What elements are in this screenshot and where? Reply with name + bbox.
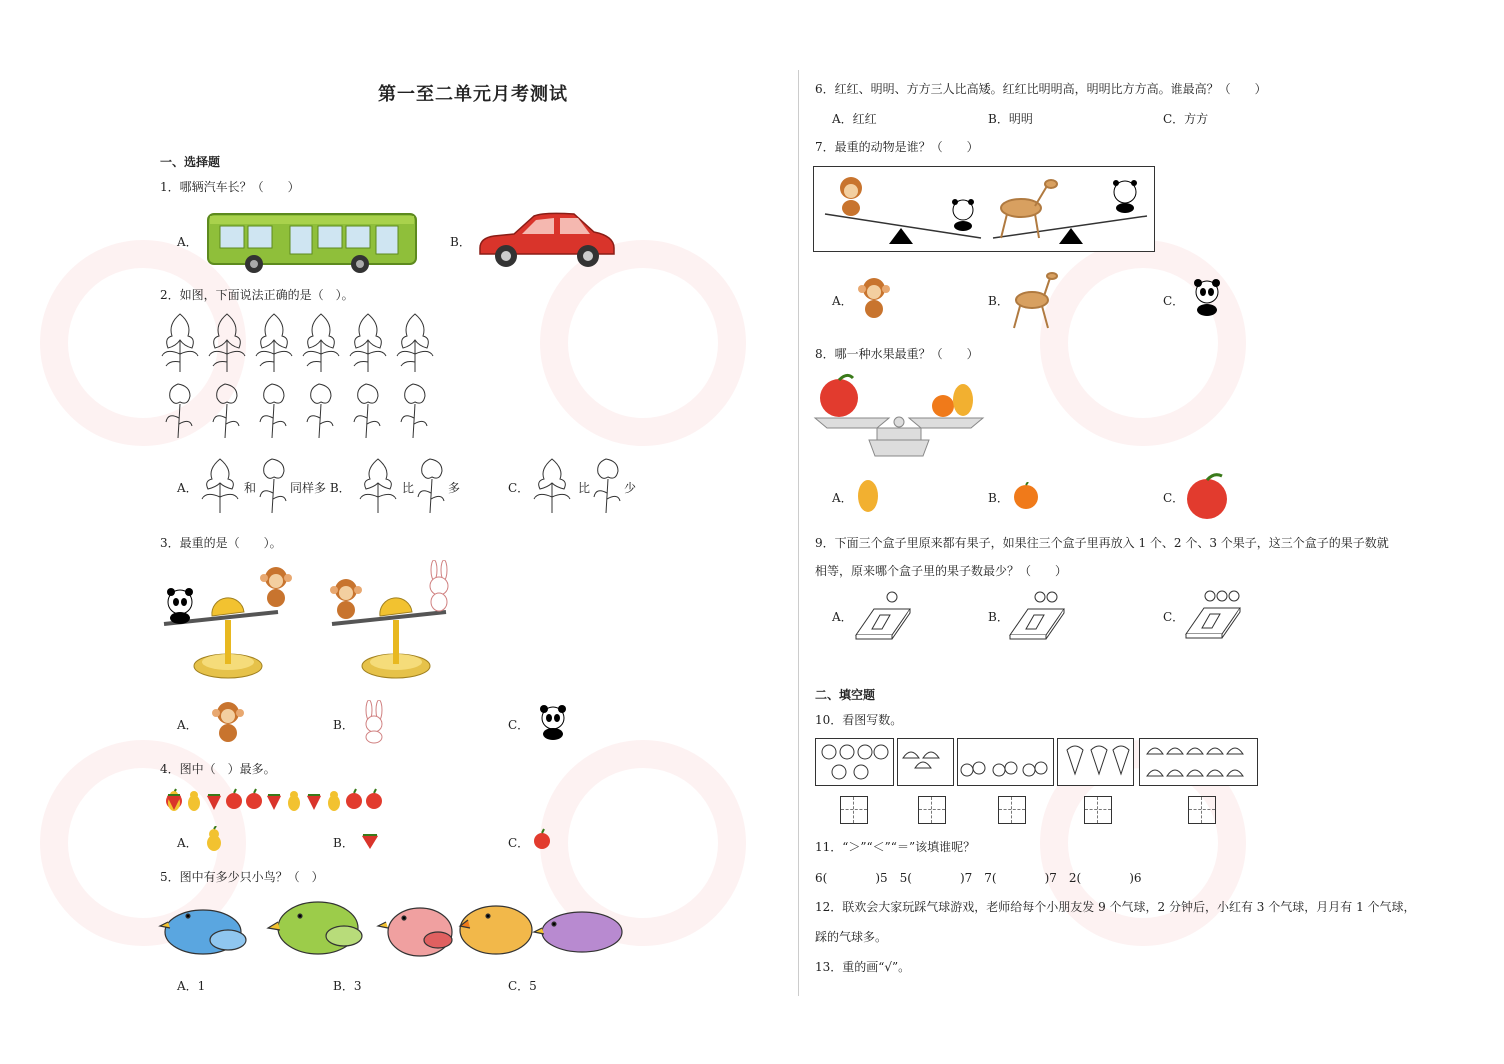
question-6: 6．红红、明明、方方三人比高矮。红红比明明高，明明比方方高。谁最高？（ ） xyxy=(815,82,1267,96)
mango-icon xyxy=(854,478,882,514)
question-2: 2．如图，下面说法正确的是（ ）。 xyxy=(160,288,354,302)
q2-c-flower1-icon xyxy=(532,455,572,515)
q7-option-c: C． xyxy=(1163,294,1185,308)
strawberry-icon xyxy=(360,830,380,850)
panda-icon xyxy=(536,704,570,740)
answer-grid-1[interactable] xyxy=(840,796,868,824)
car-image xyxy=(474,208,618,270)
bus-image xyxy=(206,210,418,274)
q8-option-c: C． xyxy=(1163,491,1185,505)
q6-option-b: B．明明 xyxy=(988,112,1033,126)
answer-grid-3[interactable] xyxy=(998,796,1026,824)
box-3-fruit-icon xyxy=(1184,580,1244,640)
question-11: 11．“＞”“＜”“＝”该填谁呢？ xyxy=(815,840,976,854)
q5-option-b: B．3 xyxy=(333,979,362,993)
q2-option-c: C． xyxy=(508,481,530,495)
q6-option-c: C．方方 xyxy=(1163,112,1209,126)
q9-option-a: A． xyxy=(832,610,853,624)
q2-a-flower2-icon xyxy=(258,455,288,515)
q8-option-a: A． xyxy=(832,491,853,505)
panda-icon xyxy=(1190,278,1224,318)
q1-option-b: B． xyxy=(450,235,471,249)
q3-option-a: A． xyxy=(177,718,198,732)
question-13: 13．重的画“√”。 xyxy=(815,960,911,974)
seesaw-figure xyxy=(813,166,1155,254)
q2-b-end: 多 xyxy=(448,481,461,495)
q2-c-flower2-icon xyxy=(592,455,622,515)
question-1: 1．哪辆汽车长？（ ） xyxy=(160,180,300,194)
column-divider xyxy=(798,70,799,996)
answer-grid-2[interactable] xyxy=(918,796,946,824)
question-9-line2: 相等，原来哪个盒子里的果子数最少？（ ） xyxy=(815,564,1068,578)
question-7: 7．最重的动物是谁？（ ） xyxy=(815,140,979,154)
apple-icon xyxy=(1184,472,1230,520)
deer-icon xyxy=(1008,270,1058,330)
q2-a-mid: 和 xyxy=(244,481,257,495)
q4-option-b: B． xyxy=(333,836,354,850)
q3-option-c: C． xyxy=(508,718,530,732)
question-3: 3．最重的是（ ）。 xyxy=(160,536,282,550)
q4-option-a: A． xyxy=(177,836,198,850)
answer-grid-4[interactable] xyxy=(1084,796,1112,824)
q2-c-mid: 比 xyxy=(578,481,591,495)
question-10: 10．看图写数。 xyxy=(815,713,903,727)
question-8: 8．哪一种水果最重？（ ） xyxy=(815,347,979,361)
apple-icon xyxy=(532,828,552,850)
box-1-fruit-icon xyxy=(854,585,914,641)
fruit-row-figure xyxy=(164,788,404,812)
q2-a-flower1-icon xyxy=(200,455,240,515)
watermark-logo xyxy=(540,240,746,446)
section-fill-heading: 二、填空题 xyxy=(815,688,876,702)
q7-option-a: A． xyxy=(832,294,853,308)
box-2-fruit-icon xyxy=(1008,583,1068,641)
q1-option-a: A． xyxy=(177,235,198,249)
q8-option-b: B． xyxy=(988,491,1009,505)
q2-c-end: 少 xyxy=(624,481,637,495)
watermark-logo xyxy=(1040,240,1246,446)
question-9-line1: 9．下面三个盒子里原来都有果子，如果往三个盒子里再放入 1 个、2 个、3 个果子，这三个盒子的果子数就 xyxy=(815,536,1389,550)
q4-option-c: C． xyxy=(508,836,530,850)
q6-option-a: A．红红 xyxy=(832,112,877,126)
question-12-line2: 踩的气球多。 xyxy=(815,930,888,944)
count-pictures-figure xyxy=(815,738,1259,788)
balance-scales-figure xyxy=(160,560,460,688)
answer-grid-5[interactable] xyxy=(1188,796,1216,824)
orange-icon xyxy=(1012,482,1040,510)
q5-option-c: C．5 xyxy=(508,979,537,993)
monkey-icon xyxy=(856,276,892,320)
q2-option-a: A． xyxy=(177,481,198,495)
rabbit-icon xyxy=(360,700,388,744)
q2-b-flower1-icon xyxy=(358,455,398,515)
q3-option-b: B． xyxy=(333,718,354,732)
pear-icon xyxy=(205,826,223,852)
section-choice-heading: 一、选择题 xyxy=(160,155,221,169)
q9-option-b: B． xyxy=(988,610,1009,624)
monkey-icon xyxy=(210,700,246,744)
question-12-line1: 12．联欢会大家玩踩气球游戏，老师给每个小朋友发 9 个气球，2 分钟后，小红有 3 个气球，月月有 1 个气球， xyxy=(815,900,1416,914)
q5-option-a: A．1 xyxy=(177,979,206,993)
birds-figure xyxy=(158,896,628,966)
fruit-scale-figure xyxy=(813,372,985,460)
q7-option-b: B． xyxy=(988,294,1009,308)
question-5: 5．图中有多少只小鸟？（ ） xyxy=(160,870,324,884)
q2-b-mid: 比 xyxy=(402,481,415,495)
page-title: 第一至二单元月考测试 xyxy=(378,84,568,105)
q11-expression: 6( )5 5( )7 7( )7 2( )6 xyxy=(815,871,1142,885)
q2-a-end: 同样多 B． xyxy=(290,481,351,495)
q2-b-flower2-icon xyxy=(416,455,446,515)
flowers-figure xyxy=(158,310,438,442)
question-4: 4．图中（ ）最多。 xyxy=(160,762,276,776)
q9-option-c: C． xyxy=(1163,610,1185,624)
